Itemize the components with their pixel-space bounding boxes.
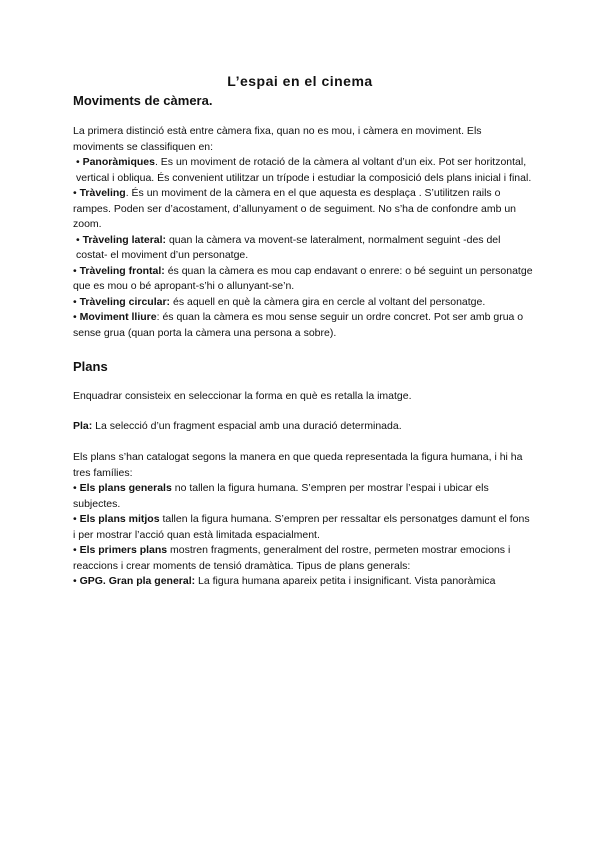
section-heading-camera-movements: Moviments de càmera. xyxy=(73,93,213,108)
definition-term: Pla: xyxy=(73,420,93,432)
document-title: L’espai en el cinema xyxy=(227,73,373,89)
list-item: • Tràveling. És un moviment de la càmera en el que aquesta es desplaça . S’utilitzen rails o rampes. Poden ser d’acostament, d’allunyament o de seguiment. No s’ha de confondre amb un zoom. xyxy=(73,187,517,230)
camera-movements-intro: La primera distinció està entre càmera fixa, quan no es mou, i càmera en moviment. Els moviments se classifiquen en: xyxy=(73,125,482,153)
list-item: • Tràveling lateral: quan la càmera va movent-se lateralment, normalment seguint -des del costat- el moviment d’un personatge. xyxy=(76,233,501,261)
section-heading-plans: Plans xyxy=(73,359,108,374)
list-item: • Tràveling circular: és aquell en què la càmera gira en cercle al voltant del personatge. xyxy=(73,295,486,308)
list-item: • Els primers plans mostren fragments, generalment del rostre, permeten mostrar emocions i reaccions i crear moments de tensió dramàtica. Tipus de plans generals: xyxy=(73,544,511,572)
list-item: • Moviment lliure: és quan la càmera es mou sense seguir un ordre concret. Pot ser amb grua o sense grua (quan porta la càmera una persona a sobre). xyxy=(73,311,524,339)
list-item: • GPG. Gran pla general: La figura humana apareix petita i insignificant. Vista panoràmica xyxy=(73,575,496,587)
list-item: • Els plans generals no tallen la figura humana. S’empren per mostrar l’espai i ubicar els subjectes. xyxy=(73,482,489,510)
camera-movements-body xyxy=(73,124,533,341)
plans-families-body xyxy=(73,450,533,590)
list-item: • Panoràmiques. Es un moviment de rotació de la càmera al voltant d’un eix. Pot ser horitzontal, vertical i obliqua. És convenient utilitzar un trípode i estudiar la composició dels plans inicial i final. xyxy=(76,156,532,184)
list-item: • Els plans mitjos tallen la figura humana. S’empren per ressaltar els personatges damunt el fons i per mostrar l’acció quan està limitada espacialment. xyxy=(73,513,530,541)
plans-families-intro: Els plans s’han catalogat segons la manera en que queda representada la figura humana, i hi ha tres famílies: xyxy=(73,451,523,479)
plans-intro-paragraph: Enquadrar consisteix en seleccionar la forma en què es retalla la imatge. xyxy=(73,390,412,402)
plans-definition-paragraph: Pla: La selecció d’un fragment espacial amb una duració determinada. xyxy=(73,420,402,432)
list-item: • Tràveling frontal: és quan la càmera es mou cap endavant o enrere: o bé seguint un personatge que es mou o bé apropant-s’hi o allunyant-se’n. xyxy=(73,264,533,292)
